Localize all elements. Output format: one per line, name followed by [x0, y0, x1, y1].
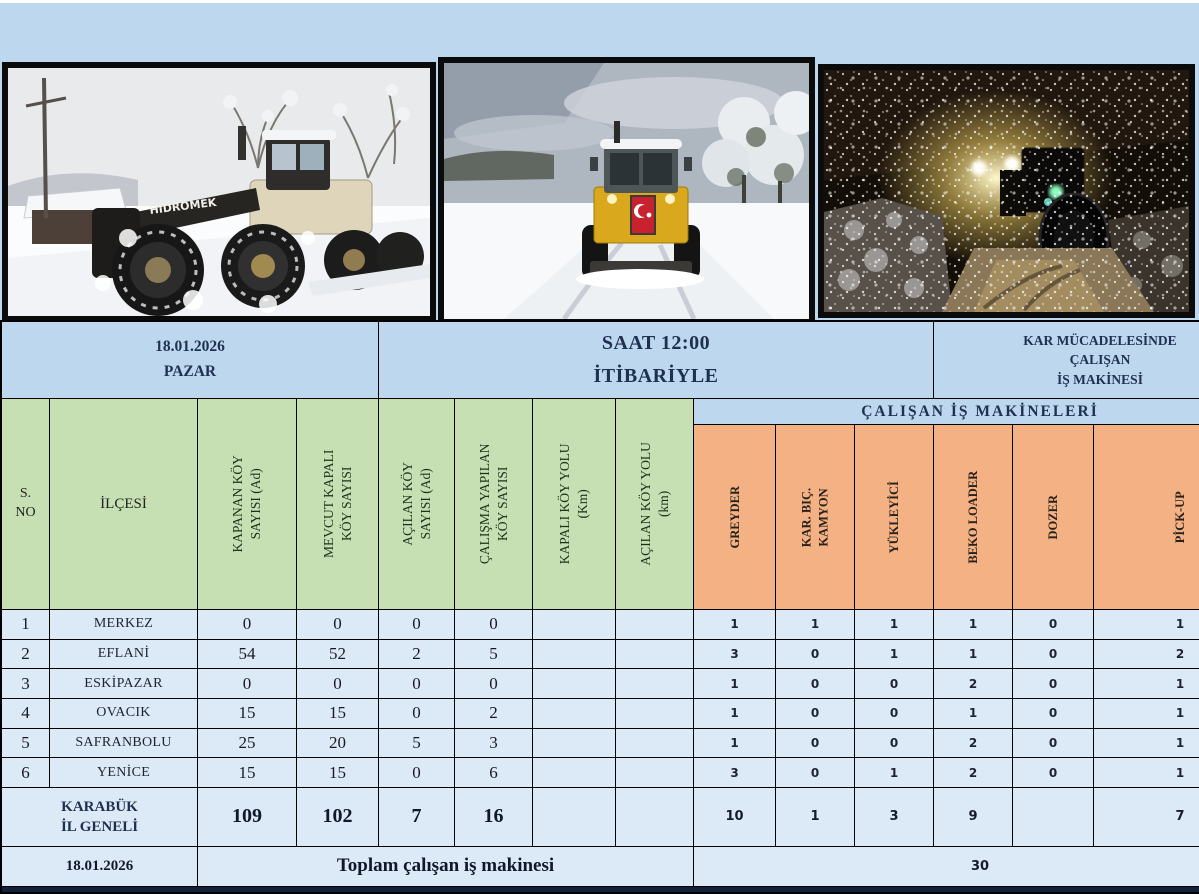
- data-cell: [533, 610, 616, 640]
- col-header-calisma: ÇALIŞMA YAPILAN KÖY SAYISI: [455, 399, 533, 610]
- data-cell: 1: [694, 729, 776, 759]
- total-cell: 7: [379, 788, 455, 847]
- data-cell: 0: [855, 699, 934, 729]
- data-cell: 0: [776, 669, 855, 699]
- data-cell: 0: [776, 640, 855, 670]
- data-cell: 3: [694, 640, 776, 670]
- data-cell: 1: [694, 699, 776, 729]
- district-name: ESKİPAZAR: [50, 669, 198, 699]
- data-cell: 52: [297, 640, 379, 670]
- total-cell: 16: [455, 788, 533, 847]
- col-header-beko-loader: BEKO LOADER: [934, 425, 1013, 610]
- data-cell: 0: [776, 699, 855, 729]
- col-header-acilan: AÇILAN KÖY SAYISI (Ad): [379, 399, 455, 610]
- col-header-mevcut: MEVCUT KAPALI KÖY SAYISI: [297, 399, 379, 610]
- total-cell: 3: [855, 788, 934, 847]
- band-machines-line2: ÇALIŞAN: [1069, 352, 1131, 368]
- photo-2-illustration: [444, 63, 809, 319]
- data-cell: 0: [1013, 610, 1094, 640]
- total-cell: 7: [1094, 788, 1199, 847]
- data-cell: [616, 669, 694, 699]
- district-name: EFLANİ: [50, 640, 198, 670]
- data-cell: 2: [1094, 640, 1199, 670]
- data-cell: 1: [934, 640, 1013, 670]
- data-cell: 1: [776, 610, 855, 640]
- data-cell: [533, 669, 616, 699]
- district-name: OVACIK: [50, 699, 198, 729]
- data-cell: [616, 610, 694, 640]
- snow-report-table: [0, 320, 1199, 894]
- data-cell: 3: [694, 758, 776, 788]
- total-cell: 1: [776, 788, 855, 847]
- photo-grader-night-snowfall: [818, 64, 1195, 318]
- data-cell: 5: [379, 729, 455, 759]
- data-cell: 54: [198, 640, 297, 670]
- data-cell: [533, 729, 616, 759]
- total-cell: 10: [694, 788, 776, 847]
- data-cell: 0: [1013, 729, 1094, 759]
- bottom-total-value: 30: [694, 847, 1199, 887]
- data-cell: 2: [934, 758, 1013, 788]
- band-date-cell: [2, 322, 379, 399]
- bottom-date: 18.01.2026: [2, 847, 198, 887]
- data-cell: [616, 699, 694, 729]
- data-cell: [533, 640, 616, 670]
- data-cell: 0: [455, 669, 533, 699]
- data-cell: 1: [694, 669, 776, 699]
- photo-3-illustration: [824, 70, 1189, 312]
- data-cell: 0: [855, 729, 934, 759]
- data-cell: 0: [455, 610, 533, 640]
- machines-group-title: ÇALIŞAN İŞ MAKİNELERİ: [694, 399, 1199, 425]
- band-machines-cell: [934, 322, 1199, 399]
- data-cell: 1: [694, 610, 776, 640]
- data-cell: 2: [455, 699, 533, 729]
- data-cell: 2: [2, 640, 50, 670]
- svg-text:HİDROMEK: HİDROMEK: [148, 195, 218, 217]
- band-time-line1: SAAT 12:00: [601, 332, 711, 354]
- data-cell: [616, 729, 694, 759]
- data-cell: 0: [855, 669, 934, 699]
- data-cell: 0: [379, 610, 455, 640]
- data-cell: 1: [2, 610, 50, 640]
- data-cell: 15: [297, 758, 379, 788]
- district-name: MERKEZ: [50, 610, 198, 640]
- data-cell: 15: [198, 699, 297, 729]
- band-machines-line3: İŞ MAKİNESİ: [1057, 371, 1143, 387]
- data-cell: [616, 758, 694, 788]
- data-cell: 0: [297, 610, 379, 640]
- data-cell: 20: [297, 729, 379, 759]
- total-cell: 9: [934, 788, 1013, 847]
- data-cell: 1: [1094, 729, 1199, 759]
- data-cell: [616, 640, 694, 670]
- data-cell: 0: [776, 729, 855, 759]
- data-cell: 0: [379, 699, 455, 729]
- district-name: YENİCE: [50, 758, 198, 788]
- data-cell: 25: [198, 729, 297, 759]
- data-cell: 3: [2, 669, 50, 699]
- total-cell: [1013, 788, 1094, 847]
- data-cell: 6: [2, 758, 50, 788]
- data-cell: 6: [455, 758, 533, 788]
- band-time-cell: [379, 322, 934, 399]
- data-cell: 0: [297, 669, 379, 699]
- data-cell: 1: [855, 640, 934, 670]
- photo-grader-turkish-flag: [438, 57, 815, 325]
- data-cell: 15: [297, 699, 379, 729]
- data-cell: 1: [1094, 610, 1199, 640]
- photo-1-illustration: [8, 68, 430, 316]
- band-time-line2: İTİBARİYLE: [593, 365, 719, 387]
- total-cell: 109: [198, 788, 297, 847]
- data-cell: 1: [1094, 669, 1199, 699]
- data-cell: 2: [934, 729, 1013, 759]
- col-header-kar-bic-kamyon: KAR. BIÇ. KAMYON: [776, 425, 855, 610]
- data-cell: 2: [934, 669, 1013, 699]
- data-cell: 1: [1094, 699, 1199, 729]
- data-cell: 1: [855, 758, 934, 788]
- bottom-total-label: Toplam çalışan iş makinesi: [198, 847, 694, 887]
- band-date-line2: PAZAR: [163, 363, 217, 380]
- data-cell: [533, 758, 616, 788]
- data-cell: 0: [379, 669, 455, 699]
- data-cell: 5: [455, 640, 533, 670]
- data-cell: 2: [379, 640, 455, 670]
- col-header-dozer: DOZER: [1013, 425, 1094, 610]
- col-header-yukleyici: YÜKLEYİCİ: [855, 425, 934, 610]
- col-header-pickup: PİCK-UP: [1094, 425, 1199, 610]
- data-cell: 5: [2, 729, 50, 759]
- data-cell: [533, 699, 616, 729]
- data-cell: 0: [1013, 640, 1094, 670]
- province-total-label: KARABÜK İL GENELİ: [2, 788, 198, 847]
- data-cell: 0: [198, 610, 297, 640]
- col-header-kapali-yolu: KAPALI KÖY YOLU (Km): [533, 399, 616, 610]
- data-cell: 0: [1013, 699, 1094, 729]
- data-cell: 0: [198, 669, 297, 699]
- total-cell: 102: [297, 788, 379, 847]
- data-cell: 3: [455, 729, 533, 759]
- total-cell: [616, 788, 694, 847]
- data-cell: 0: [1013, 758, 1094, 788]
- band-date-line1: 18.01.2026: [155, 338, 225, 356]
- data-cell: 1: [855, 610, 934, 640]
- data-cell: 1: [1094, 758, 1199, 788]
- data-cell: 1: [934, 610, 1013, 640]
- data-cell: 1: [934, 699, 1013, 729]
- footer-navy-bar: [2, 887, 1199, 892]
- data-cell: 0: [1013, 669, 1094, 699]
- col-header-kapanan: KAPANAN KÖY SAYISI (Ad): [198, 399, 297, 610]
- data-cell: 15: [198, 758, 297, 788]
- total-cell: [533, 788, 616, 847]
- photo-grader-village-daytime: [2, 62, 436, 322]
- data-cell: 0: [379, 758, 455, 788]
- col-header-greyder: GREYDER: [694, 425, 776, 610]
- col-header-sno: S. NO: [2, 399, 50, 610]
- col-header-ilce: İLÇESİ: [50, 399, 198, 610]
- band-machines-line1: KAR MÜCADELESİNDE: [1023, 332, 1177, 348]
- data-cell: 0: [776, 758, 855, 788]
- col-header-acilan-yolu: AÇILAN KÖY YOLU (km): [616, 399, 694, 610]
- district-name: SAFRANBOLU: [50, 729, 198, 759]
- data-cell: 4: [2, 699, 50, 729]
